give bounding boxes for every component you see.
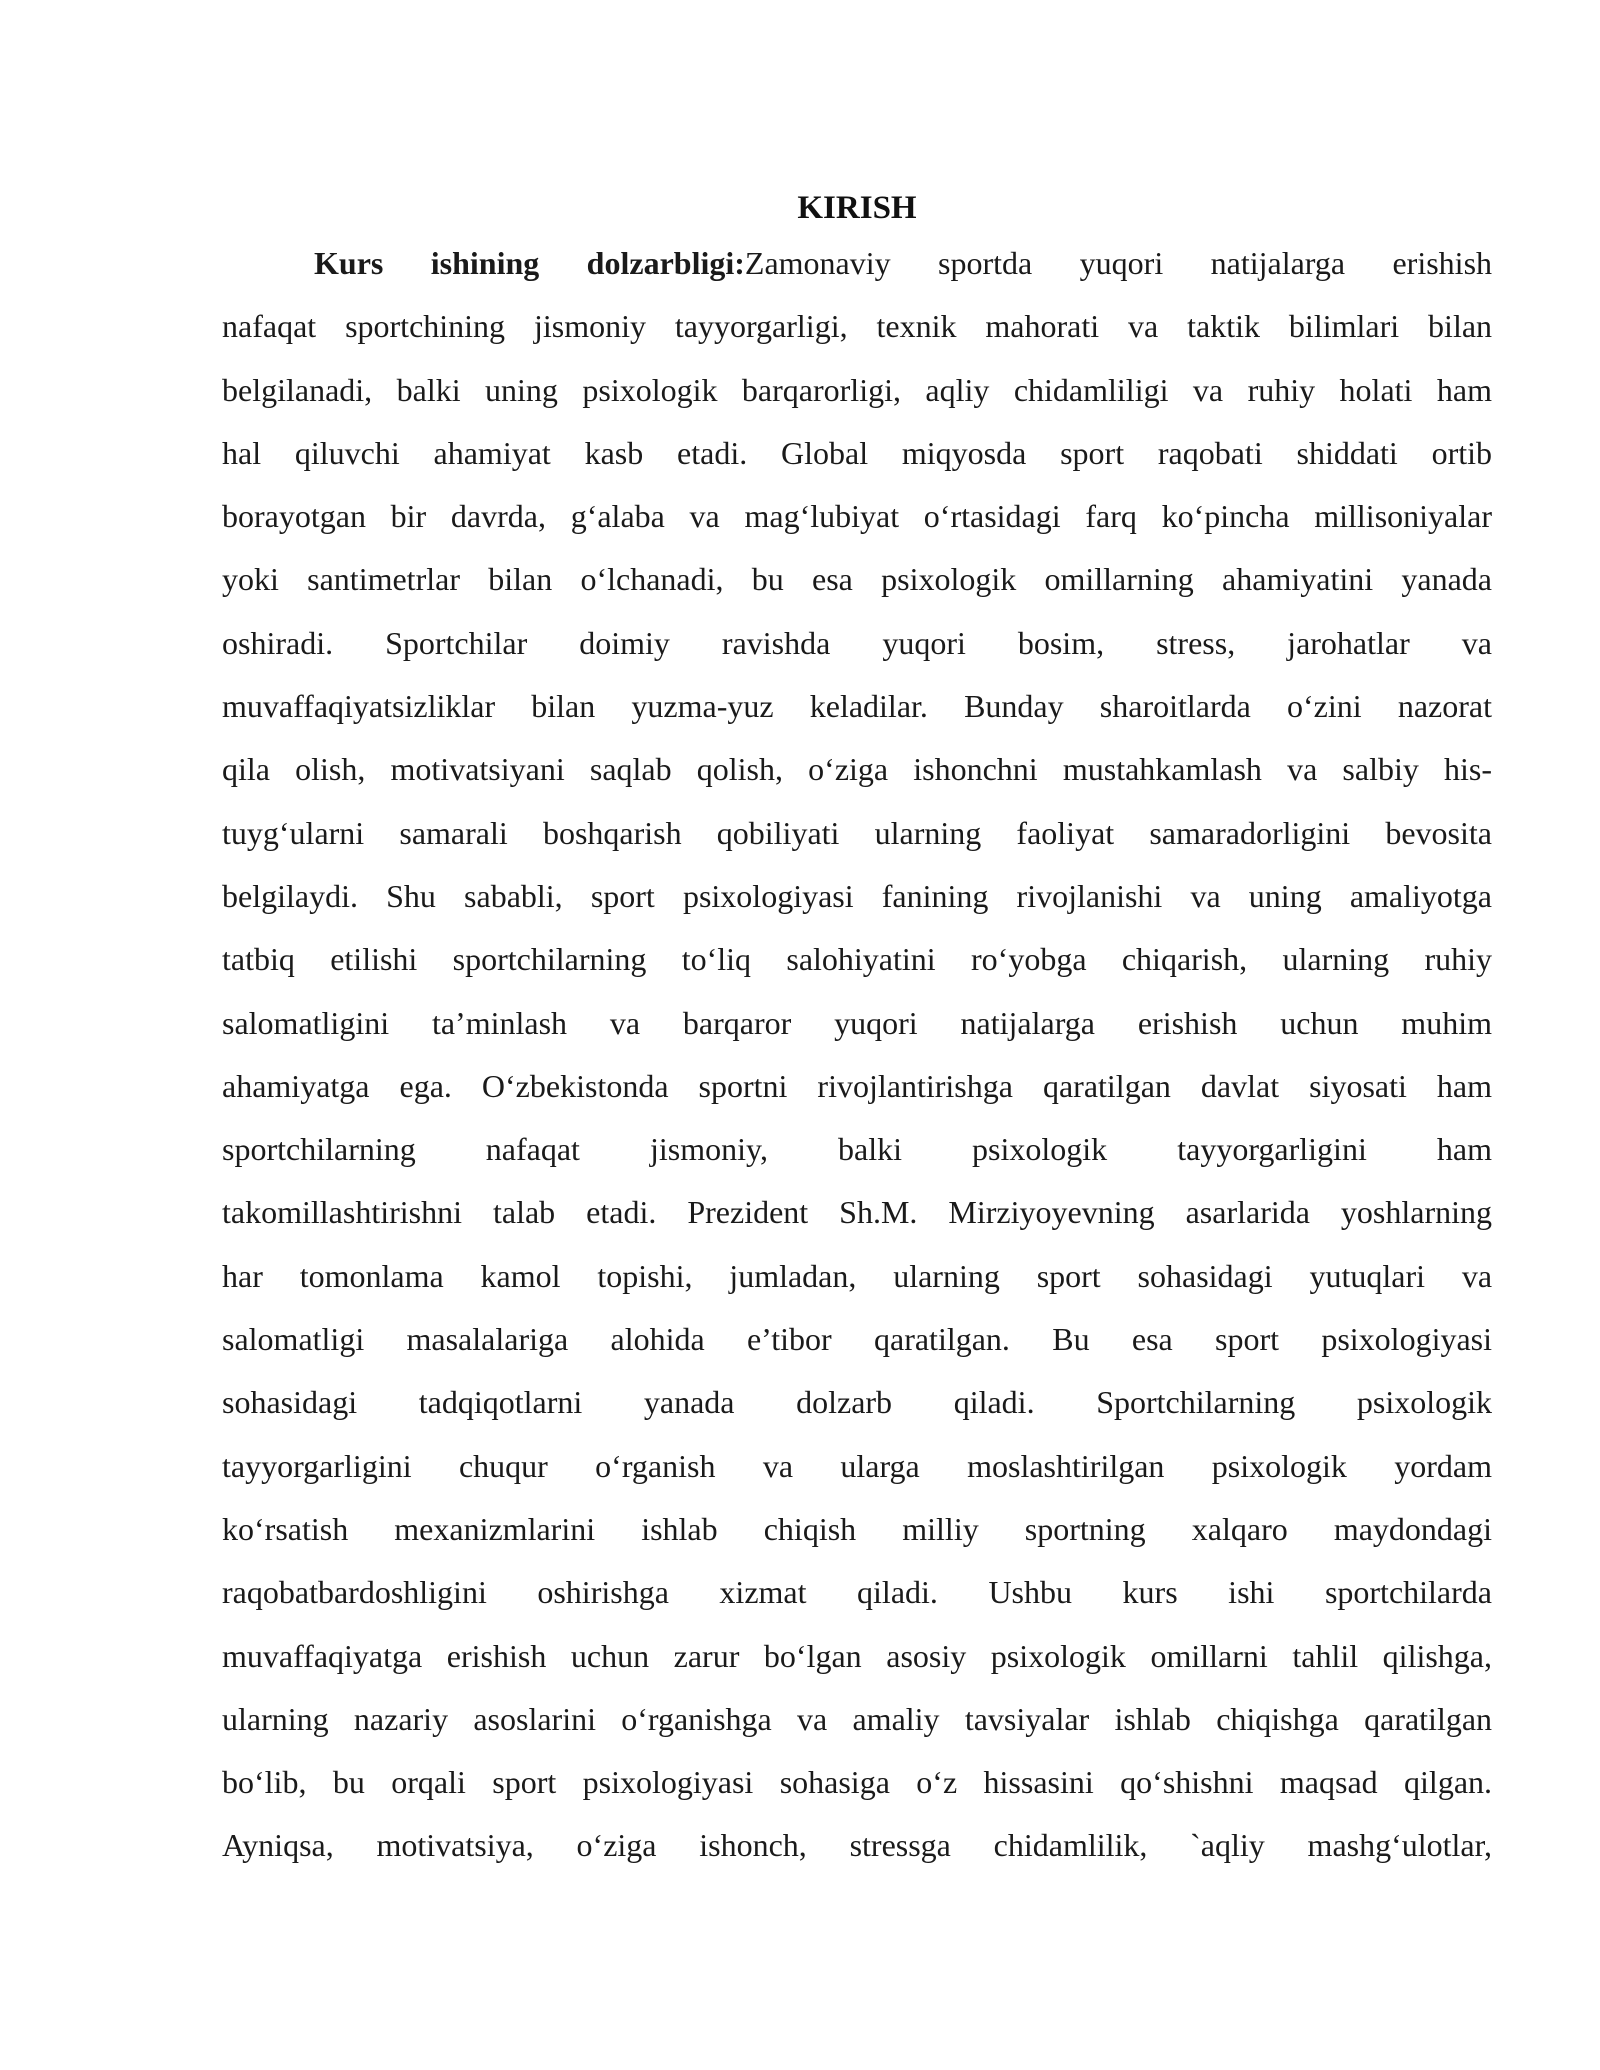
- paragraph-line: ko‘rsatish mexanizmlarini ishlab chiqish milliy sportning xalqaro maydondagi: [222, 1510, 1493, 1547]
- body-paragraph: [222, 232, 1492, 1878]
- paragraph-line: [222, 232, 1492, 295]
- paragraph-line: ahamiyatga ega. O‘zbekistonda sportni rivojlantirishga qaratilgan davlat siyosati ham: [222, 1067, 1492, 1104]
- page-title: KIRISH: [797, 190, 917, 226]
- paragraph-line: nafaqat sportchining jismoniy tayyorgarligi, texnik mahorati va taktik bilimlari bilan: [222, 308, 1493, 345]
- paragraph-line: salomatligini ta’minlash va barqaror yuqori natijalarga erishish uchun muhim: [222, 1004, 1492, 1041]
- paragraph-line: bo‘lib, bu orqali sport psixologiyasi sohasiga o‘z hissasini qo‘shishni maqsad qilgan.: [222, 1764, 1493, 1801]
- paragraph-line: oshiradi. Sportchilar doimiy ravishda yuqori bosim, stress, jarohatlar va: [222, 624, 1492, 661]
- lead-label: Kurs ishining dolzarbligi:: [314, 245, 745, 281]
- paragraph-line: muvaffaqiyatga erishish uchun zarur bo‘lgan asosiy psixologik omillarni tahlil qilishga,: [222, 1637, 1493, 1674]
- paragraph-line: sportchilarning nafaqat jismoniy, balki psixologik tayyorgarligini ham: [222, 1131, 1492, 1168]
- paragraph-line: belgilaydi. Shu sababli, sport psixologiyasi fanining rivojlanishi va uning amaliyotga: [222, 877, 1493, 914]
- paragraph-line: har tomonlama kamol topishi, jumladan, ularning sport sohasidagi yutuqlari va: [222, 1257, 1493, 1294]
- paragraph-line: muvaffaqiyatsizliklar bilan yuzma-yuz keladilar. Bunday sharoitlarda o‘zini nazorat: [222, 688, 1492, 725]
- paragraph-line: qila olish, motivatsiyani saqlab qolish, o‘ziga ishonchni mustahkamlash va salbiy his-: [222, 751, 1493, 788]
- paragraph-line: raqobatbardoshligini oshirishga xizmat qiladi. Ushbu kurs ishi sportchilarda: [222, 1574, 1492, 1611]
- paragraph-line: salomatligi masalalariga alohida e’tibor qaratilgan. Bu esa sport psixologiyasi: [222, 1321, 1493, 1358]
- line-text: Zamonaviy sportda yuqori natijalarga erishish: [744, 245, 1493, 281]
- paragraph-line: ularning nazariy asoslarini o‘rganishga va amaliy tavsiyalar ishlab chiqishga qaratilgan: [222, 1700, 1493, 1737]
- paragraph-line: sohasidagi tadqiqotlarni yanada dolzarb qiladi. Sportchilarning psixologik: [222, 1384, 1493, 1421]
- paragraph-line: takomillashtirishni talab etadi. Prezident Sh.M. Mirziyoyevning asarlarida yoshlarning: [222, 1194, 1493, 1231]
- paragraph-line: tatbiq etilishi sportchilarning to‘liq salohiyatini ro‘yobga chiqarish, ularning ruhiy: [222, 941, 1492, 978]
- paragraph-line: belgilanadi, balki uning psixologik barqarorligi, aqliy chidamliligi va ruhiy holati ham: [222, 371, 1492, 408]
- paragraph-line: yoki santimetrlar bilan o‘lchanadi, bu esa psixologik omillarning ahamiyatini yanada: [222, 561, 1492, 598]
- paragraph-line: Ayniqsa, motivatsiya, o‘ziga ishonch, stressga chidamlilik, `aqliy mashg‘ulotlar,: [222, 1827, 1493, 1864]
- paragraph-line: borayotgan bir davrda, g‘alaba va mag‘lubiyat o‘rtasidagi farq ko‘pincha millisoniyalar: [222, 498, 1492, 535]
- paragraph-line: tuyg‘ularni samarali boshqarish qobiliyati ularning faoliyat samaradorligini bevosita: [222, 814, 1492, 851]
- paragraph-line: hal qiluvchi ahamiyat kasb etadi. Global miqyosda sport raqobati shiddati ortib: [222, 434, 1493, 471]
- paragraph-line: tayyorgarligini chuqur o‘rganish va ularga moslashtirilgan psixologik yordam: [222, 1447, 1493, 1484]
